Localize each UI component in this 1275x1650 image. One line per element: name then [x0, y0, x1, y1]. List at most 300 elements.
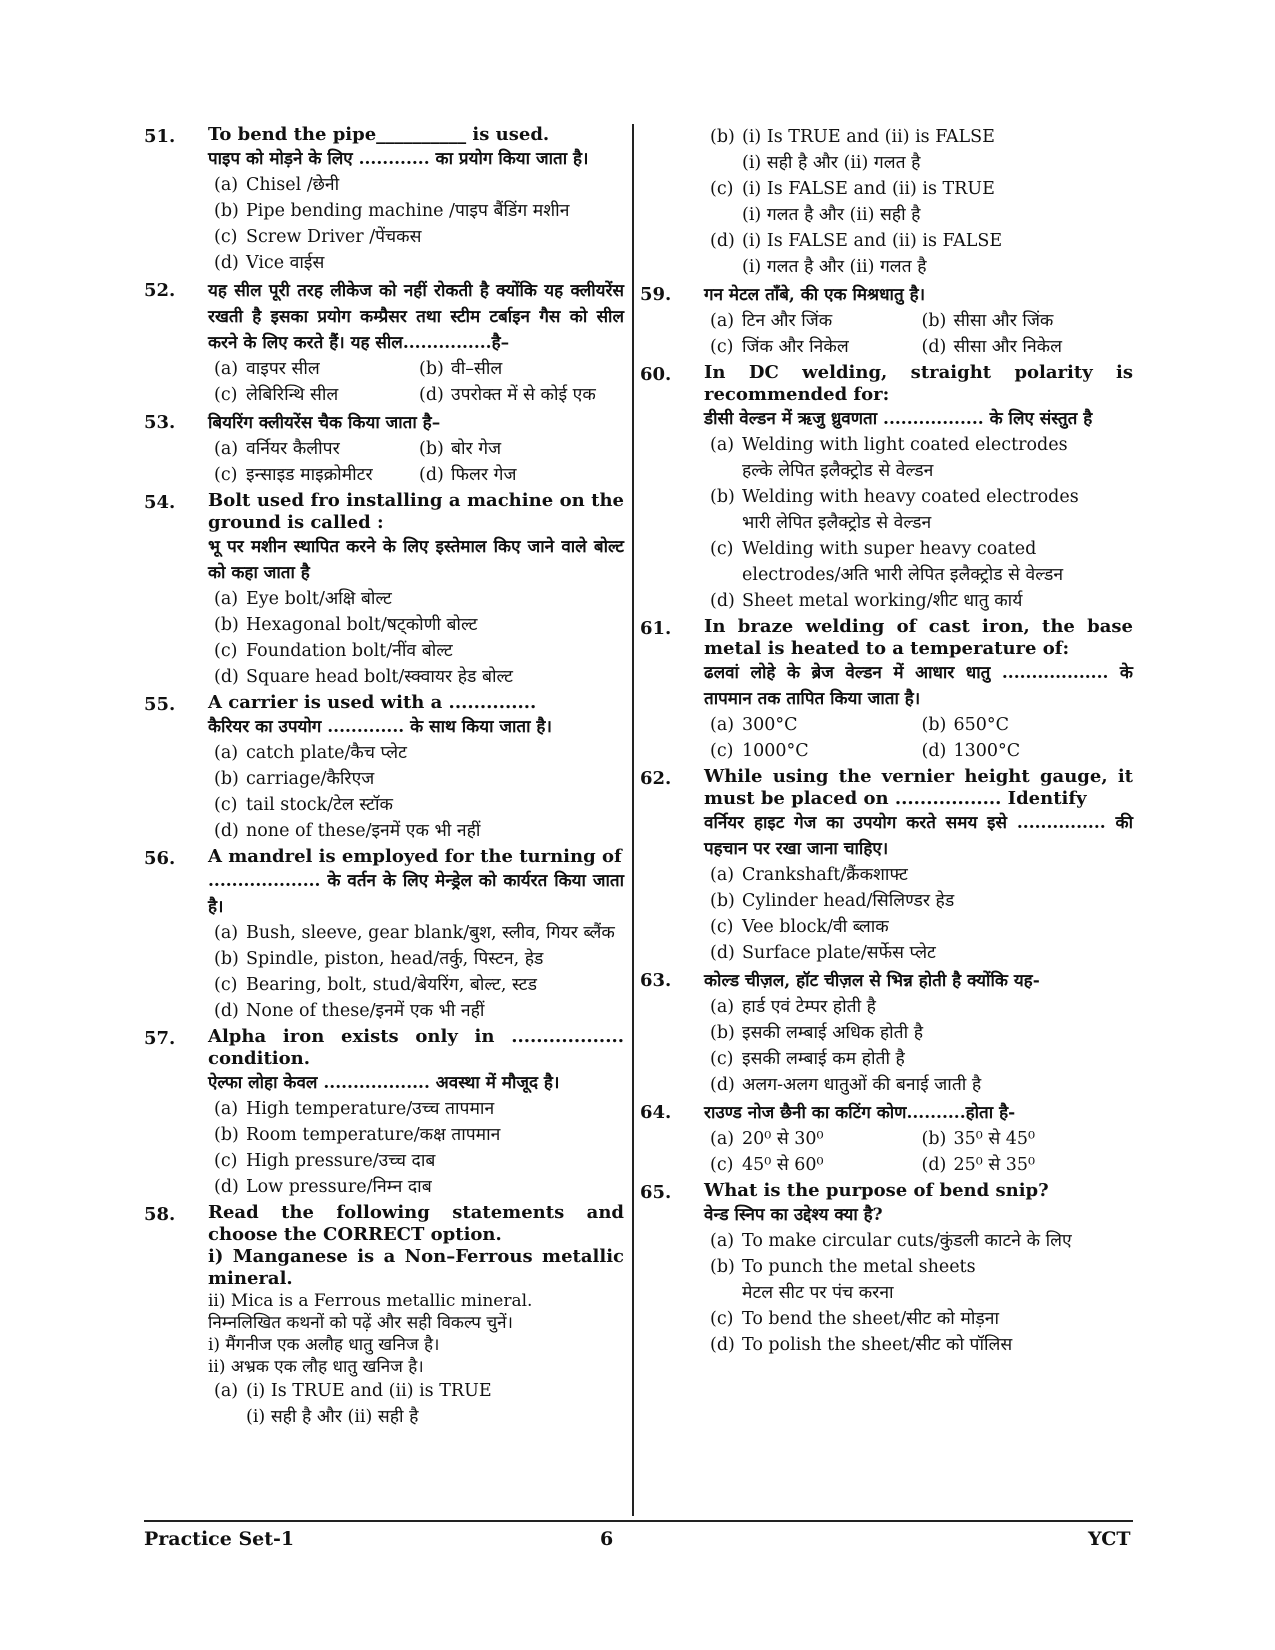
option-text: सीसा और निकेल [953, 337, 1062, 357]
option-text-line: Chisel /छेनी [246, 175, 340, 195]
question-block [144, 124, 624, 276]
option-key: (d) [214, 1177, 239, 1197]
question-number: 61. [640, 618, 672, 639]
option-key: (c) [214, 1151, 238, 1171]
option-text-line: Pipe bending machine /पाइप बैंडिंग मशीन [246, 201, 570, 221]
statement-text: ii) अभ्रक एक लौह धातु खनिज है। [208, 1357, 424, 1377]
option-text: 45⁰ से 60⁰ [742, 1155, 824, 1175]
option-key: (b) [921, 1129, 947, 1149]
option-text [742, 228, 1002, 280]
option-text-line: none of these/इनमें एक भी नहीं [246, 821, 481, 841]
option-text-line: (i) सही है और (ii) गलत है [742, 153, 921, 173]
option-key: (d) [921, 1155, 947, 1175]
option-text-line: Bearing, bolt, stud/बेयरिंग, बोल्ट, स्टड [246, 975, 537, 995]
option-item [704, 432, 1133, 484]
option-item [922, 1152, 1134, 1178]
question-text-en: Bolt used fro installing a machine on the ground is called : [208, 490, 624, 533]
left-column [144, 124, 624, 1432]
option-key: (d) [214, 253, 239, 273]
option-row [208, 356, 624, 382]
option-key: (b) [214, 949, 239, 969]
option-text: इन्साइड माइक्रोमीटर [246, 465, 373, 485]
option-item [704, 914, 1133, 940]
option-item [419, 462, 624, 488]
question-block [144, 410, 624, 488]
option-item [704, 1046, 1133, 1072]
option-text-line: इसकी लम्बाई अधिक होती है [742, 1023, 924, 1043]
option-text-line: Welding with super heavy coated electrodes/अति भारी लेपित इलैक्ट्रोड से वेल्डन [742, 539, 1064, 585]
option-item [208, 172, 624, 198]
question-number: 64. [640, 1102, 672, 1123]
option-key: (b) [419, 439, 444, 459]
option-text-line: tail stock/टेल स्टॉक [246, 795, 393, 815]
option-key: (b) [710, 1257, 735, 1277]
page-number: 6 [600, 1528, 614, 1550]
option-text: जिंक और निकेल [742, 337, 849, 357]
option-text: 1300°C [953, 741, 1021, 761]
option-item [208, 586, 624, 612]
option-text-line: (i) Is TRUE and (ii) is TRUE [246, 1381, 492, 1401]
option-text [246, 250, 324, 276]
option-item [704, 176, 1133, 228]
option-key: (a) [710, 715, 735, 735]
option-text-line: High pressure/उच्च दाब [246, 1151, 436, 1171]
option-key: (a) [710, 997, 735, 1017]
option-key: (c) [710, 1309, 734, 1329]
option-key: (c) [214, 227, 238, 247]
option-item [704, 862, 1133, 888]
option-item [710, 712, 922, 738]
footer-right: YCT [1088, 1528, 1131, 1550]
option-key: (d) [921, 741, 947, 761]
option-key: (b) [214, 769, 239, 789]
option-key: (d) [419, 385, 444, 405]
option-text-line: To polish the sheet/सीट को पॉलिस [742, 1335, 1013, 1355]
option-row [704, 738, 1133, 764]
option-text-line: To make circular cuts/कुंडली काटने के लिए [742, 1231, 1072, 1251]
option-key: (b) [214, 1125, 239, 1145]
option-item [704, 994, 1133, 1020]
option-text-line: None of these/इनमें एक भी नहीं [246, 1001, 485, 1021]
option-text [246, 740, 407, 766]
option-key: (c) [710, 741, 734, 761]
option-key: (c) [710, 1155, 734, 1175]
option-text [246, 818, 480, 844]
question-number: 58. [144, 1204, 176, 1225]
option-key: (d) [710, 591, 735, 611]
option-text [246, 1378, 492, 1430]
option-text-line: भारी लेपित इलैक्ट्रोड से वेल्डन [742, 513, 932, 533]
question-text-hi: कोल्ड चीज़ल, हॉट चीज़ल से भिन्न होती है क्योंकि यह- [704, 971, 1040, 991]
option-text-line: Vice वाईस [246, 253, 325, 273]
option-item [704, 228, 1133, 280]
option-item [208, 998, 624, 1024]
option-key: (b) [710, 487, 735, 507]
right-column [640, 124, 1133, 1360]
option-text [246, 792, 393, 818]
option-key: (b) [921, 311, 947, 331]
option-text [246, 1174, 432, 1200]
question-text-en: A mandrel is employed for the turning of [208, 846, 622, 867]
option-item [704, 588, 1133, 614]
question-number: 56. [144, 848, 176, 869]
option-text-line: इसकी लम्बाई कम होती है [742, 1049, 905, 1069]
option-item [922, 308, 1134, 334]
option-text-line: carriage/कैरिएज [246, 769, 375, 789]
option-key: (d) [921, 337, 947, 357]
footer-rule [144, 1520, 1133, 1522]
question-text-hi: यह सील पूरी तरह लीकेज को नहीं रोकती है क्योंकि यह क्लीयरेंस रखती है इसका प्रयोग कम्प्रैसर तथा स्टीम टर्बाइन गैस को सील करने के लिए करते हैं। यह सील...............है– [208, 281, 624, 353]
option-item [208, 1096, 624, 1122]
question-text-hi: ढलवां लोहे के ब्रेज वेल्डन में आधार धातु .................. के तापमान तक तापित किया जाता है। [704, 663, 1133, 709]
option-row [704, 334, 1133, 360]
question-block [144, 490, 624, 690]
option-text [742, 536, 1133, 588]
option-item [208, 972, 624, 998]
option-row [704, 308, 1133, 334]
option-row [208, 462, 624, 488]
option-item [208, 792, 624, 818]
question-number: 54. [144, 492, 176, 513]
option-text-line: Sheet metal working/शीट धातु कार्य [742, 591, 1023, 611]
footer-left: Practice Set-1 [144, 1528, 295, 1550]
option-key: (d) [214, 667, 239, 687]
question-text-en: Read the following statements and choose the CORRECT option. [208, 1202, 624, 1245]
option-item [922, 738, 1134, 764]
option-text: वाइपर सील [246, 359, 320, 379]
option-text: 25⁰ से 35⁰ [953, 1155, 1036, 1175]
question-text-hi: वर्नियर हाइट गेज का उपयोग करते समय इसे ............... की पहचान पर रखा जाना चाहिए। [704, 813, 1133, 859]
option-text [246, 638, 453, 664]
question-text-hi: बियरिंग क्लीयरेंस चैक किया जाता है– [208, 413, 441, 433]
option-key: (c) [214, 385, 238, 405]
option-key: (b) [710, 127, 735, 147]
question-number: 57. [144, 1028, 176, 1049]
option-key: (b) [710, 891, 735, 911]
question-text-hi: वेन्ड स्निप का उद्देश्य क्या है? [704, 1205, 883, 1225]
option-key: (a) [214, 1381, 239, 1401]
option-key: (c) [710, 539, 734, 559]
question-text-hi: ................... के वर्तन के लिए मेन्ड्रेल को कार्यरत किया जाता है। [208, 871, 624, 917]
option-text-line: हार्ड एवं टेम्पर होती है [742, 997, 876, 1017]
question-text-hi: ऐल्फा लोहा केवल .................. अवस्था में मौजूद है। [208, 1073, 560, 1093]
option-item [208, 1122, 624, 1148]
option-item [704, 940, 1133, 966]
option-item [208, 946, 624, 972]
option-text [246, 920, 615, 946]
option-key: (a) [214, 175, 239, 195]
question-text-hi: कैरियर का उपयोग ............. के साथ किया जाता है। [208, 717, 552, 737]
question-number: 60. [640, 364, 672, 385]
option-item [704, 1332, 1133, 1358]
option-text [246, 1122, 500, 1148]
option-item [922, 1126, 1134, 1152]
option-row [704, 1152, 1133, 1178]
option-item [208, 250, 624, 276]
option-text-line: Vee block/वी ब्लाक [742, 917, 889, 937]
option-item [208, 664, 624, 690]
option-key: (a) [214, 359, 239, 379]
option-text [742, 432, 1068, 484]
option-item [208, 740, 624, 766]
option-item [704, 1306, 1133, 1332]
option-key: (b) [214, 615, 239, 635]
option-text [246, 972, 537, 998]
question-block [640, 124, 1133, 280]
option-item [704, 1020, 1133, 1046]
option-text [246, 612, 477, 638]
question-text-hi: भू पर मशीन स्थापित करने के लिए इस्तेमाल किए जाने वाले बोल्ट को कहा जाता है [208, 537, 624, 583]
option-item [208, 818, 624, 844]
option-item [214, 356, 419, 382]
option-key: (b) [419, 359, 444, 379]
option-item [922, 712, 1134, 738]
option-text-line: Surface plate/सर्फेस प्लेट [742, 943, 936, 963]
option-text-line: High temperature/उच्च तापमान [246, 1099, 495, 1119]
question-block [640, 968, 1133, 1098]
option-item [208, 1174, 624, 1200]
question-number: 63. [640, 970, 672, 991]
option-key: (b) [214, 201, 239, 221]
option-text-line: (i) सही है और (ii) सही है [246, 1407, 419, 1427]
option-key: (c) [710, 179, 734, 199]
option-item [208, 612, 624, 638]
question-block [144, 1026, 624, 1200]
question-number: 65. [640, 1182, 672, 1203]
option-text-line: catch plate/कैच प्लेट [246, 743, 407, 763]
option-item [704, 124, 1133, 176]
option-row [704, 1126, 1133, 1152]
option-text-line: To punch the metal sheets [742, 1257, 976, 1277]
statement-text: i) Manganese is a Non–Ferrous metallic mineral. [208, 1246, 624, 1289]
option-key: (a) [214, 589, 239, 609]
option-key: (d) [214, 1001, 239, 1021]
question-block [144, 1202, 624, 1430]
option-text-line: Welding with light coated electrodes [742, 435, 1068, 455]
option-text [246, 198, 569, 224]
option-key: (a) [710, 1129, 735, 1149]
option-text [246, 172, 339, 198]
question-text-en: While using the vernier height gauge, it must be placed on ................. Identify [704, 766, 1133, 809]
question-text-hi: गन मेटल ताँबे, की एक मिश्रधातु है। [704, 285, 926, 305]
option-item [710, 308, 922, 334]
option-text [742, 888, 954, 914]
question-text-hi: राउण्ड नोज छैनी का कटिंग कोण..........होता है- [704, 1103, 1016, 1123]
option-text-line: To bend the sheet/सीट को मोड़ना [742, 1309, 1000, 1329]
option-text [246, 224, 421, 250]
option-key: (d) [419, 465, 444, 485]
option-text-line: हल्के लेपित इलैक्ट्रोड से वेल्डन [742, 461, 934, 481]
option-item [710, 738, 922, 764]
option-text [742, 862, 908, 888]
option-item [704, 484, 1133, 536]
question-text-hi: पाइप को मोड़ने के लिए ............ का प्रयोग किया जाता है। [208, 149, 589, 169]
option-text-line: Spindle, piston, head/तर्कु, पिस्टन, हेड [246, 949, 544, 969]
option-text: 20⁰ से 30⁰ [742, 1129, 824, 1149]
option-key: (a) [710, 311, 735, 331]
option-text-line: Hexagonal bolt/षट्कोणी बोल्ट [246, 615, 478, 635]
option-key: (c) [214, 641, 238, 661]
option-text [246, 1148, 435, 1174]
option-text [742, 484, 1079, 536]
question-text-en: A carrier is used with a .............. [208, 692, 537, 713]
option-item [419, 382, 624, 408]
option-key: (c) [710, 1049, 734, 1069]
option-row [704, 712, 1133, 738]
option-text [742, 994, 876, 1020]
option-text [246, 664, 513, 690]
option-item [208, 224, 624, 250]
question-block [144, 692, 624, 844]
option-item [710, 1126, 922, 1152]
statement-text: ii) Mica is a Ferrous metallic mineral. [208, 1291, 533, 1311]
option-text [742, 1228, 1072, 1254]
option-text [246, 946, 543, 972]
option-text: 650°C [953, 715, 1010, 735]
option-text-line: Welding with heavy coated electrodes [742, 487, 1079, 507]
option-item [214, 382, 419, 408]
option-text-line: Screw Driver /पेंचकस [246, 227, 422, 247]
option-text [742, 1072, 981, 1098]
option-text [246, 1096, 494, 1122]
question-number: 59. [640, 284, 672, 305]
option-item [214, 462, 419, 488]
question-text-en: To bend the pipe__________ is used. [208, 124, 550, 145]
option-text-line: Crankshaft/क्रैंकशाफ्ट [742, 865, 908, 885]
option-text [742, 1254, 976, 1306]
option-text: सीसा और जिंक [953, 311, 1054, 331]
option-text [742, 588, 1022, 614]
question-block [640, 1100, 1133, 1178]
question-block [640, 1180, 1133, 1358]
question-text-en: In DC welding, straight polarity is recommended for: [704, 362, 1133, 405]
option-item [208, 198, 624, 224]
option-text-line: Bush, sleeve, gear blank/बुश, स्लीव, गियर ब्लैंक [246, 923, 615, 943]
option-text: लेबिरिन्थि सील [246, 385, 339, 405]
option-item [208, 766, 624, 792]
option-item [704, 1228, 1133, 1254]
question-text-en: In braze welding of cast iron, the base metal is heated to a temperature of: [704, 616, 1133, 659]
option-text: फिलर गेज [451, 465, 517, 485]
option-item [208, 920, 624, 946]
option-key: (d) [710, 231, 735, 251]
question-number: 55. [144, 694, 176, 715]
option-text-line: (i) Is FALSE and (ii) is FALSE [742, 231, 1003, 251]
option-text-line: अलग-अलग धातुओं की बनाई जाती है [742, 1075, 982, 1095]
option-row [208, 382, 624, 408]
option-item [704, 888, 1133, 914]
option-item [419, 436, 624, 462]
option-text-line: Eye bolt/अक्षि बोल्ट [246, 589, 392, 609]
question-text-hi: डीसी वेल्डन में ऋजु ध्रुवणता ................. के लिए संस्तुत है [704, 409, 1093, 429]
option-key: (a) [710, 1231, 735, 1251]
option-text [742, 1332, 1012, 1358]
option-item [704, 536, 1133, 588]
option-text [246, 586, 392, 612]
question-block [640, 766, 1133, 966]
question-block [144, 278, 624, 408]
statement-text: निम्नलिखित कथनों को पढ़ें और सही विकल्प चुनें। [208, 1313, 513, 1333]
option-text-line: Cylinder head/सिलिण्डर हेड [742, 891, 955, 911]
question-block [640, 616, 1133, 764]
option-key: (a) [214, 439, 239, 459]
option-text-line: Square head bolt/स्क्वायर हेड बोल्ट [246, 667, 513, 687]
option-text: उपरोक्त में से कोई एक [451, 385, 596, 405]
option-text: 300°C [742, 715, 798, 735]
option-item [704, 1072, 1133, 1098]
option-text-line: Low pressure/निम्न दाब [246, 1177, 432, 1197]
option-key: (a) [214, 743, 239, 763]
question-number: 52. [144, 280, 176, 301]
statement-text: i) मैंगनीज एक अलौह धातु खनिज है। [208, 1335, 440, 1355]
option-key: (a) [214, 1099, 239, 1119]
option-text: वी–सील [451, 359, 503, 379]
option-key: (c) [214, 795, 238, 815]
option-text-line: Foundation bolt/नींव बोल्ट [246, 641, 453, 661]
option-key: (d) [710, 1335, 735, 1355]
option-text-line: मेटल सीट पर पंच करना [742, 1283, 894, 1303]
question-number: 53. [144, 412, 176, 433]
option-item [710, 334, 922, 360]
option-key: (a) [710, 435, 735, 455]
question-number: 51. [144, 126, 176, 147]
option-text [742, 914, 889, 940]
option-item [710, 1152, 922, 1178]
option-text-line: (i) गलत है और (ii) सही है [742, 205, 921, 225]
option-key: (a) [214, 923, 239, 943]
option-text [246, 998, 484, 1024]
option-text-line: Room temperature/कक्ष तापमान [246, 1125, 501, 1145]
option-item [208, 1148, 624, 1174]
option-item [922, 334, 1134, 360]
option-key: (c) [214, 975, 238, 995]
option-text [246, 766, 374, 792]
option-key: (d) [214, 821, 239, 841]
option-text: बोर गेज [451, 439, 502, 459]
option-item [419, 356, 624, 382]
option-text [742, 176, 995, 228]
option-item [208, 1378, 624, 1430]
option-text-line: (i) गलत है और (ii) गलत है [742, 257, 927, 277]
question-block [640, 362, 1133, 614]
option-item [208, 638, 624, 664]
option-text [742, 124, 995, 176]
option-key: (c) [710, 337, 734, 357]
option-row [208, 436, 624, 462]
option-item [214, 436, 419, 462]
option-key: (c) [214, 465, 238, 485]
option-text: 1000°C [742, 741, 809, 761]
option-key: (a) [710, 865, 735, 885]
option-text: 35⁰ से 45⁰ [953, 1129, 1036, 1149]
option-text-line: (i) Is TRUE and (ii) is FALSE [742, 127, 995, 147]
option-item [704, 1254, 1133, 1306]
question-text-en: What is the purpose of bend snip? [704, 1180, 1049, 1201]
question-block [144, 846, 624, 1024]
option-key: (d) [710, 943, 735, 963]
option-text: वर्नियर कैलीपर [246, 439, 340, 459]
option-text [742, 1046, 905, 1072]
option-text [742, 940, 936, 966]
question-block [640, 282, 1133, 360]
option-text-line: (i) Is FALSE and (ii) is TRUE [742, 179, 995, 199]
question-text-en: Alpha iron exists only in .................. condition. [208, 1026, 624, 1069]
option-key: (b) [921, 715, 947, 735]
option-text [742, 1020, 923, 1046]
option-key: (b) [710, 1023, 735, 1043]
column-divider [632, 124, 634, 1516]
option-key: (c) [710, 917, 734, 937]
